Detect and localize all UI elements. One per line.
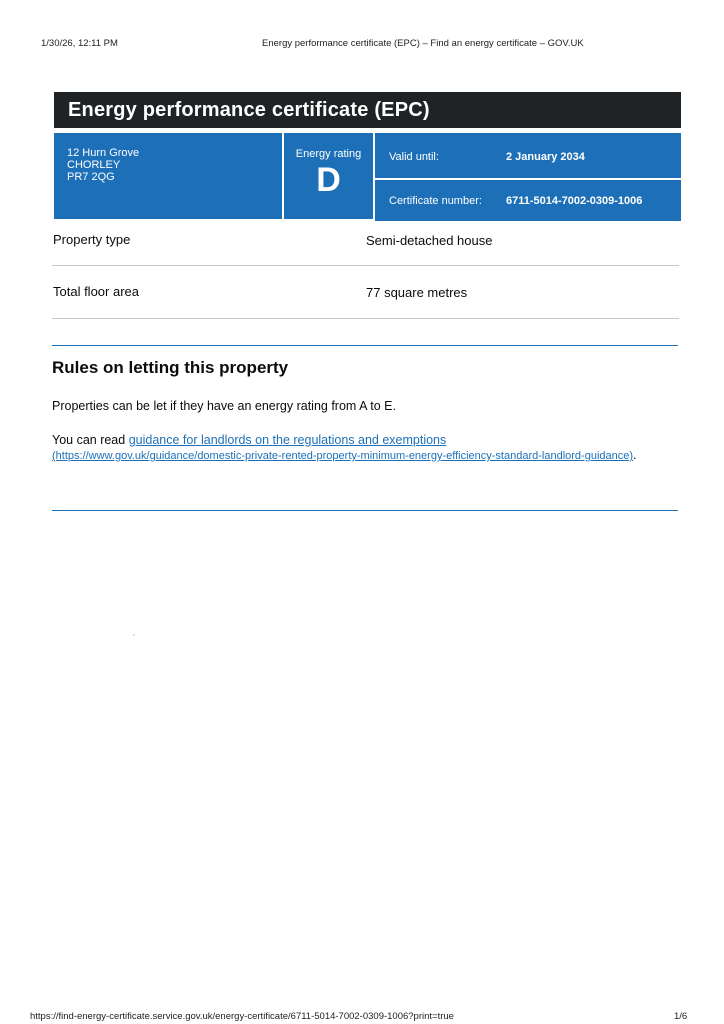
print-page-number: 1/6 — [674, 1011, 688, 1022]
floor-area-value: 77 square metres — [366, 285, 468, 300]
certificate-heading: Energy performance certificate (EPC) — [54, 92, 681, 128]
guidance-prefix: You can read — [52, 433, 129, 447]
valid-until-value: 2 January 2034 — [506, 151, 585, 163]
section-divider — [52, 345, 678, 346]
letting-rules-heading: Rules on letting this property — [52, 358, 289, 377]
print-page-title: Energy performance certificate (EPC) – Find an energy certificate – GOV.UK — [262, 38, 584, 49]
energy-rating-label: Energy rating — [295, 148, 362, 160]
landlord-guidance-text — [52, 433, 652, 464]
letting-rules-text: Properties can be let if they have an energy rating from A to E. — [52, 399, 396, 413]
landlord-guidance-url[interactable]: (https://www.gov.uk/guidance/domestic-private-rented-property-minimum-energy-efficiency-standard-landlord-guidance) — [52, 450, 634, 462]
scan-speck — [133, 634, 135, 636]
section-divider — [52, 510, 678, 511]
energy-rating-letter: D — [316, 161, 341, 199]
certificate-number-value: 6711-5014-7002-0309-1006 — [506, 195, 643, 207]
row-divider — [52, 265, 679, 266]
address-line-2: CHORLEY — [67, 159, 121, 171]
landlord-guidance-link[interactable]: guidance for landlords on the regulations and exemptions — [128, 433, 447, 447]
row-divider — [52, 318, 679, 319]
print-url: https://find-energy-certificate.service.gov.uk/energy-certificate/6711-5014-7002-0309-1006?print=true — [30, 1011, 454, 1022]
valid-until-label: Valid until: — [389, 151, 439, 163]
property-type-label: Property type — [53, 232, 131, 247]
energy-rating-cell — [284, 133, 373, 219]
epc-summary-box — [54, 133, 681, 221]
certificate-number-cell — [375, 180, 681, 221]
print-datetime: 1/30/26, 12:11 PM — [41, 38, 118, 49]
address-line-3: PR7 2QG — [67, 171, 115, 183]
address-line-1: 12 Hurn Grove — [67, 147, 140, 159]
valid-until-cell — [375, 133, 681, 178]
print-header — [0, 38, 724, 52]
certificate-number-label: Certificate number: — [389, 195, 482, 207]
guidance-suffix: . — [633, 448, 637, 462]
address-cell — [54, 133, 282, 219]
floor-area-label: Total floor area — [53, 284, 139, 299]
property-type-value: Semi-detached house — [366, 233, 493, 248]
print-footer — [0, 1011, 724, 1024]
